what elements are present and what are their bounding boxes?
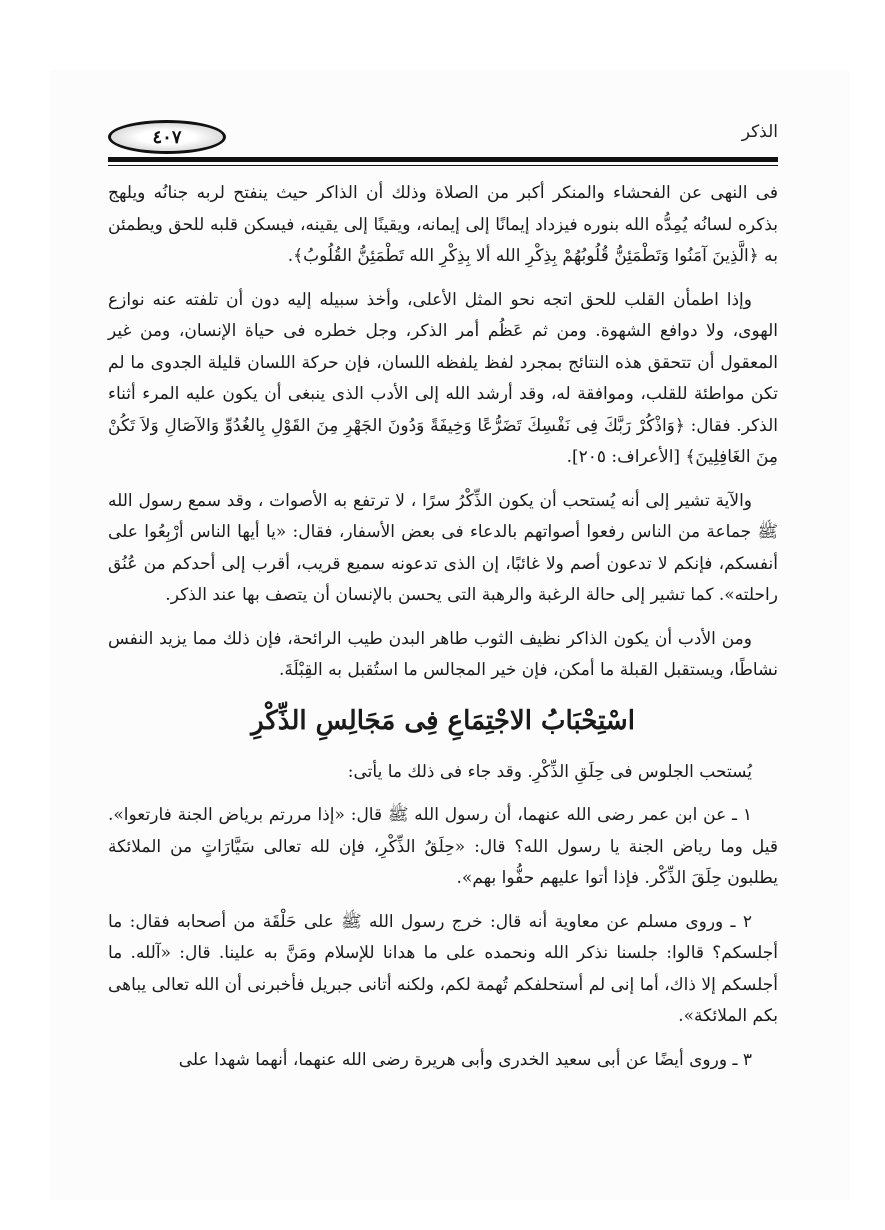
hadith-item: ٣ ـ وروى أيضًا عن أبى سعيد الخدرى وأبى هريرة رضى الله عنهما، أنهما شهدا على: [178, 1049, 752, 1070]
paragraph: ومن الأدب أن يكون الذاكر نظيف الثوب طاهر البدن طيب الرائحة، فإن ذلك مما يزيد النفس نشاطًا، ويستقبل القبلة ما أمكن، فإن خير المجالس ما استُقبل به القِبْلَةَ.: [108, 628, 778, 680]
paragraph: والآية تشير إلى أنه يُستحب أن يكون الذِّكْرُ سرًا ، لا ترتفع به الأصوات ، وقد سمع رسول الله ﷺ جماعة من الناس رفعوا أصواتهم بالدعاء فى بعض الأسفار، فقال: «يا أيها الناس أرْبِعُوا على أنفسكم، فإنكم لا تدعون أصم ولا غائبًا، إن الذى تدعونه سميع قريب، أقرب إلى أحدكم من عُنُق راحلته». كما تشير إلى حالة الرغبة والرهبة التى يحسن بالإنسان أن يتصف بها عند الذكر.: [108, 490, 778, 605]
section-heading: اسْتِحْبَابُ الاجْتِمَاعِ فِى مَجَالِسِ الذِّكْرِ: [251, 705, 635, 736]
running-title: الذكر: [741, 122, 778, 142]
hadith-item: ٢ ـ وروى مسلم عن معاوية أنه قال: خرج رسول الله ﷺ على حَلْقَة من أصحابه فقال: ما أجلسكم؟ قالوا: جلسنا نذكر الله ونحمده على ما هدانا للإسلام ومَنَّ به علينا. قال: «آلله. ما أجلسكم إلا ذاك، أما إنى لم أستحلفكم تُهمة لكم، ولكنه أتانى جبريل فأخبرنى أن الله تعالى يباهى بكم الملائكة».: [108, 911, 778, 1026]
paragraph: وإذا اطمأن القلب للحق اتجه نحو المثل الأعلى، وأخذ سبيله إليه دون أن تلفته عنه نوازع الهوى، ولا دوافع الشهوة. ومن ثم عَظُم أمر الذكر، وجل خطره فى حياة الإنسان، ومن غير المعقول أن تتحقق هذه النتائج بمجرد لفظ يلفظه اللسان، فإن حركة اللسان قليلة الجدوى ما لم تكن مواطئة للقلب، وموافقة له، وقد أرشد الله إلى الأدب الذى ينبغى أن يكون عليه المرء أثناء الذكر. فقال: ﴿وَاذْكُرْ رَبَّكَ فِى نَفْسِكَ تَضَرُّعًا وَخِيفَةً وَدُونَ الجَهْرِ مِنَ القَوْلِ بِالغُدُوِّ وَالآصَالِ وَلاَ تَكُنْ مِنَ الغَافِلِينَ﴾ [الأعراف: ٢٠٥].: [108, 289, 778, 467]
hadith-item: ١ ـ عن ابن عمر رضى الله عنهما، أن رسول الله ﷺ قال: «إذا مررتم برياض الجنة فارتعوا». قيل وما رياض الجنة يا رسول الله؟ قال: «حِلَقُ الذِّكْرِ، فإن لله تعالى سَيَّارَاتٍ من الملائكة يطلبون حِلَقَ الذِّكْر. فإذا أتوا عليهم حفُّوا بهم».: [108, 805, 778, 888]
paragraph: فى النهى عن الفحشاء والمنكر أكبر من الصلاة وذلك أن الذاكر حيث ينفتح لربه جنانُه ويلهج بذكره لسانُه يُمِدُّه الله بنوره فيزداد إيمانًا إلى إيمانه، ويقينًا إلى يقينه، فيسكن قلبه للحق ويطمئن به ﴿الَّذِينَ آمَنُوا وَتَطْمَئِنُّ قُلُوبُهُمْ بِذِكْرِ الله ألا بِذِكْرِ الله تَطْمَئِنُّ القُلُوبُ﴾.: [108, 183, 778, 266]
header-rule-thin: [108, 165, 778, 166]
page-header: [108, 120, 778, 170]
paragraph: يُستحب الجلوس فى حِلَقِ الذِّكْرِ. وقد جاء فى ذلك ما يأتى:: [347, 761, 752, 782]
page-number: ٤٠٧: [152, 126, 182, 148]
page-number-badge: [108, 120, 226, 154]
header-rule-thick: [108, 157, 778, 162]
page-body: [108, 178, 778, 1088]
